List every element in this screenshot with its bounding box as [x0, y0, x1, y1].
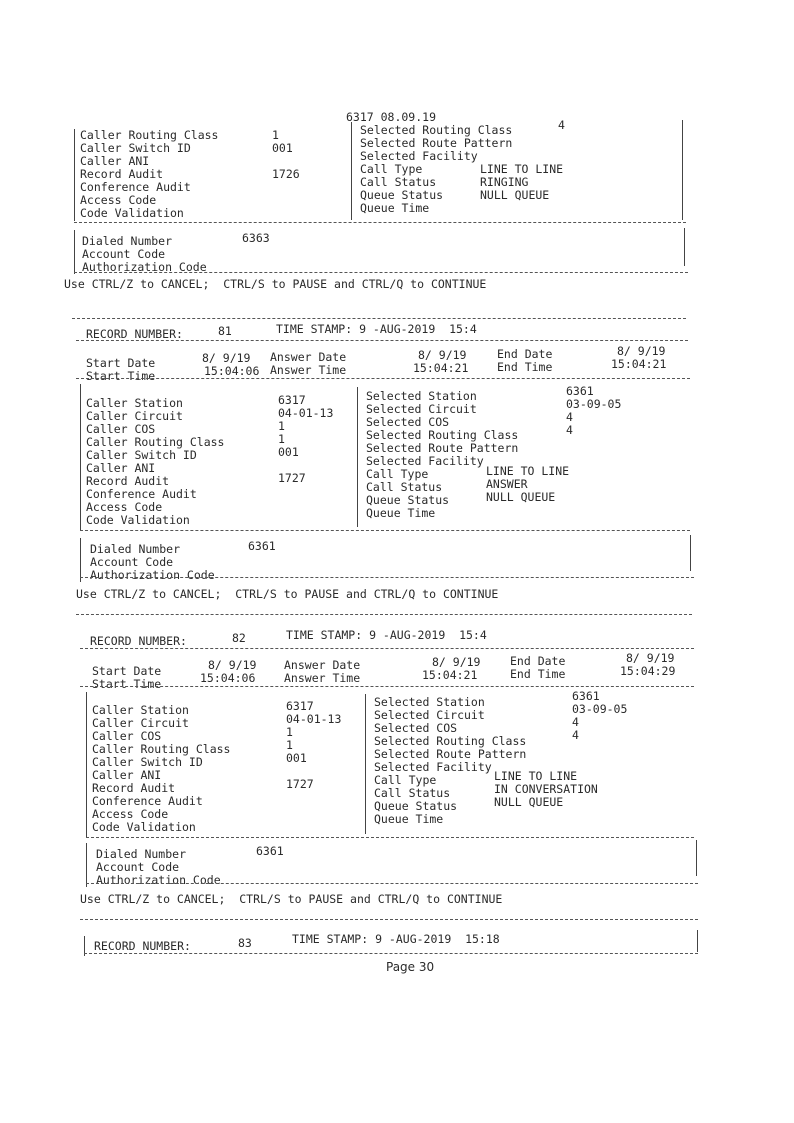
field-label: Access Code: [86, 500, 163, 514]
field-value: 001: [278, 445, 299, 459]
field-value: 1: [272, 128, 279, 142]
field-label: Caller ANI: [86, 461, 156, 475]
time-stamp: TIME STAMP: 9 -AUG-2019 15:18: [292, 932, 500, 946]
field-label: Call Type: [374, 773, 437, 787]
record-number-label: RECORD NUMBER:: [86, 327, 183, 341]
divider: [86, 837, 694, 838]
border-line: [86, 692, 87, 838]
field-label: Selected Facility: [366, 454, 484, 468]
dialed-number-label: Dialed Number: [96, 847, 187, 861]
start-time-label: Start Time: [86, 369, 156, 383]
answer-time: 15:04:21: [413, 361, 469, 375]
field-label: Caller Switch ID: [86, 448, 197, 462]
authorization-code-label: Authorization Code: [96, 873, 221, 887]
field-label: Access Code: [80, 193, 157, 207]
continue-message: Use CTRL/Z to CANCEL; CTRL/S to PAUSE and CTRL/Q to CONTINUE: [64, 277, 487, 291]
field-value: 03-09-05: [572, 702, 628, 716]
field-value: NULL QUEUE: [494, 795, 564, 809]
dialed-number-value: 6361: [248, 539, 276, 553]
divider: [80, 648, 694, 649]
field-value: 001: [286, 751, 307, 765]
account-code-label: Account Code: [90, 555, 174, 569]
border-line: [696, 840, 697, 876]
field-value: 1: [286, 725, 293, 739]
field-label: Caller COS: [86, 422, 156, 436]
field-label: Record Audit: [86, 474, 170, 488]
field-value: 1: [278, 419, 285, 433]
field-label: Code Validation: [92, 820, 196, 834]
field-value: 04-01-13: [278, 406, 334, 420]
time-stamp: TIME STAMP: 9 -AUG-2019 15:4: [276, 322, 477, 336]
continue-message: Use CTRL/Z to CANCEL; CTRL/S to PAUSE and CTRL/Q to CONTINUE: [76, 587, 499, 601]
field-label: Selected Circuit: [374, 708, 485, 722]
field-label: Call Type: [360, 162, 423, 176]
field-label: Selected Facility: [360, 149, 478, 163]
field-label: Selected Route Pattern: [360, 136, 513, 150]
field-label: Selected Route Pattern: [366, 441, 519, 455]
field-label: Queue Status: [374, 799, 458, 813]
end-date: 8/ 9/19: [626, 651, 675, 665]
divider: [76, 614, 692, 615]
field-value: 4: [566, 410, 573, 424]
field-label: Caller Circuit: [86, 409, 183, 423]
field-label: Selected Routing Class: [366, 428, 519, 442]
border-line: [357, 387, 358, 527]
border-line: [80, 538, 81, 582]
answer-date: 8/ 9/19: [418, 348, 467, 362]
field-label: Selected Facility: [374, 760, 492, 774]
field-value: NULL QUEUE: [486, 490, 556, 504]
dialed-number-value: 6361: [256, 844, 284, 858]
field-label: Call Status: [366, 480, 443, 494]
field-label: Selected Route Pattern: [374, 747, 527, 761]
field-value: LINE TO LINE: [480, 162, 564, 176]
field-label: Selected Station: [366, 389, 477, 403]
record-number-label: RECORD NUMBER:: [94, 939, 191, 953]
divider: [74, 222, 686, 223]
border-line: [74, 129, 75, 221]
end-date-label: End Date: [497, 347, 553, 361]
field-label: Code Validation: [86, 513, 190, 527]
field-label: Access Code: [92, 807, 169, 821]
field-value: 04-01-13: [286, 712, 342, 726]
answer-date-label: Answer Date: [270, 350, 347, 364]
field-label: Caller Routing Class: [86, 435, 225, 449]
answer-time-label: Answer Time: [284, 671, 361, 685]
field-label: Record Audit: [92, 781, 176, 795]
divider: [86, 883, 698, 884]
field-label: Queue Time: [366, 506, 436, 520]
field-label: Queue Status: [366, 493, 450, 507]
start-date: 8/ 9/19: [208, 658, 257, 672]
start-time-label: Start Time: [92, 677, 162, 691]
field-value: 4: [558, 118, 565, 132]
divider: [76, 340, 688, 341]
field-value: 03-09-05: [566, 397, 622, 411]
field-label: Caller Station: [86, 396, 183, 410]
end-time-label: End Time: [510, 667, 566, 681]
field-value: RINGING: [480, 175, 529, 189]
field-value: 1727: [278, 471, 306, 485]
field-value: LINE TO LINE: [486, 464, 570, 478]
start-date-label: Start Date: [92, 664, 162, 678]
border-line: [74, 230, 75, 274]
dialed-number-label: Dialed Number: [90, 542, 181, 556]
end-date: 8/ 9/19: [617, 344, 666, 358]
account-code-label: Account Code: [96, 860, 180, 874]
continued-header: 6317 08.09.19: [346, 110, 437, 124]
field-label: Caller ANI: [92, 768, 162, 782]
field-label: Conference Audit: [86, 487, 197, 501]
field-value: 1: [278, 432, 285, 446]
field-value: 1727: [286, 777, 314, 791]
field-value: 1726: [272, 167, 300, 181]
field-label: Record Audit: [80, 167, 164, 181]
authorization-code-label: Authorization Code: [90, 568, 215, 582]
border-line: [697, 930, 698, 952]
end-time: 15:04:29: [620, 664, 676, 678]
field-label: Caller ANI: [80, 154, 150, 168]
end-time: 15:04:21: [611, 357, 667, 371]
record-number: 81: [218, 324, 232, 338]
field-label: Selected COS: [366, 415, 450, 429]
divider: [80, 686, 694, 687]
field-label: Selected Routing Class: [360, 123, 513, 137]
field-label: Caller Switch ID: [80, 141, 191, 155]
answer-date: 8/ 9/19: [432, 655, 481, 669]
field-label: Queue Status: [360, 188, 444, 202]
field-label: Selected COS: [374, 721, 458, 735]
field-value: 1: [286, 738, 293, 752]
divider: [74, 272, 688, 273]
start-date-label: Start Date: [86, 356, 156, 370]
account-code-label: Account Code: [82, 247, 166, 261]
start-time: 15:04:06: [204, 364, 260, 378]
border-line: [86, 843, 87, 887]
field-label: Code Validation: [80, 206, 184, 220]
field-value: 4: [572, 715, 579, 729]
border-line: [351, 122, 352, 220]
field-label: Queue Time: [360, 201, 430, 215]
divider: [84, 953, 698, 954]
divider: [80, 577, 694, 578]
divider: [80, 919, 698, 920]
authorization-code-label: Authorization Code: [82, 260, 207, 274]
field-value: 4: [566, 423, 573, 437]
field-label: Selected Circuit: [366, 402, 477, 416]
record-number: 83: [238, 936, 252, 950]
field-label: Call Type: [366, 467, 429, 481]
field-label: Queue Time: [374, 812, 444, 826]
end-date-label: End Date: [510, 654, 566, 668]
continue-message: Use CTRL/Z to CANCEL; CTRL/S to PAUSE and CTRL/Q to CONTINUE: [80, 892, 503, 906]
answer-time-label: Answer Time: [270, 363, 347, 377]
border-line: [682, 120, 683, 220]
answer-time: 15:04:21: [422, 668, 478, 682]
field-value: 6317: [278, 393, 306, 407]
field-value: IN CONVERSATION: [494, 782, 598, 796]
dialed-number-label: Dialed Number: [82, 234, 173, 248]
field-label: Call Status: [374, 786, 451, 800]
border-line: [684, 228, 685, 266]
record-number-label: RECORD NUMBER:: [90, 634, 187, 648]
divider: [72, 318, 686, 319]
divider: [76, 378, 690, 379]
field-value: 6361: [566, 384, 594, 398]
answer-date-label: Answer Date: [284, 658, 361, 672]
field-value: NULL QUEUE: [480, 188, 550, 202]
end-time-label: End Time: [497, 360, 553, 374]
field-label: Caller Routing Class: [80, 128, 219, 142]
field-value: 6361: [572, 689, 600, 703]
start-date: 8/ 9/19: [202, 351, 251, 365]
field-label: Caller Station: [92, 703, 189, 717]
field-value: 6317: [286, 699, 314, 713]
border-line: [80, 384, 81, 530]
time-stamp: TIME STAMP: 9 -AUG-2019 15:4: [286, 628, 487, 642]
start-time: 15:04:06: [200, 671, 256, 685]
field-label: Selected Station: [374, 695, 485, 709]
field-label: Caller Switch ID: [92, 755, 203, 769]
dialed-number-value: 6363: [242, 231, 270, 245]
field-label: Caller Circuit: [92, 716, 189, 730]
field-value: ANSWER: [486, 477, 528, 491]
field-label: Conference Audit: [80, 180, 191, 194]
field-label: Call Status: [360, 175, 437, 189]
page-number: Page 30: [386, 960, 435, 974]
divider: [80, 530, 690, 531]
field-value: LINE TO LINE: [494, 769, 578, 783]
border-line: [690, 535, 691, 571]
field-value: 4: [572, 728, 579, 742]
field-label: Caller COS: [92, 729, 162, 743]
field-value: 001: [272, 141, 293, 155]
field-label: Selected Routing Class: [374, 734, 527, 748]
field-label: Conference Audit: [92, 794, 203, 808]
record-number: 82: [232, 631, 246, 645]
field-label: Caller Routing Class: [92, 742, 231, 756]
border-line: [365, 694, 366, 834]
